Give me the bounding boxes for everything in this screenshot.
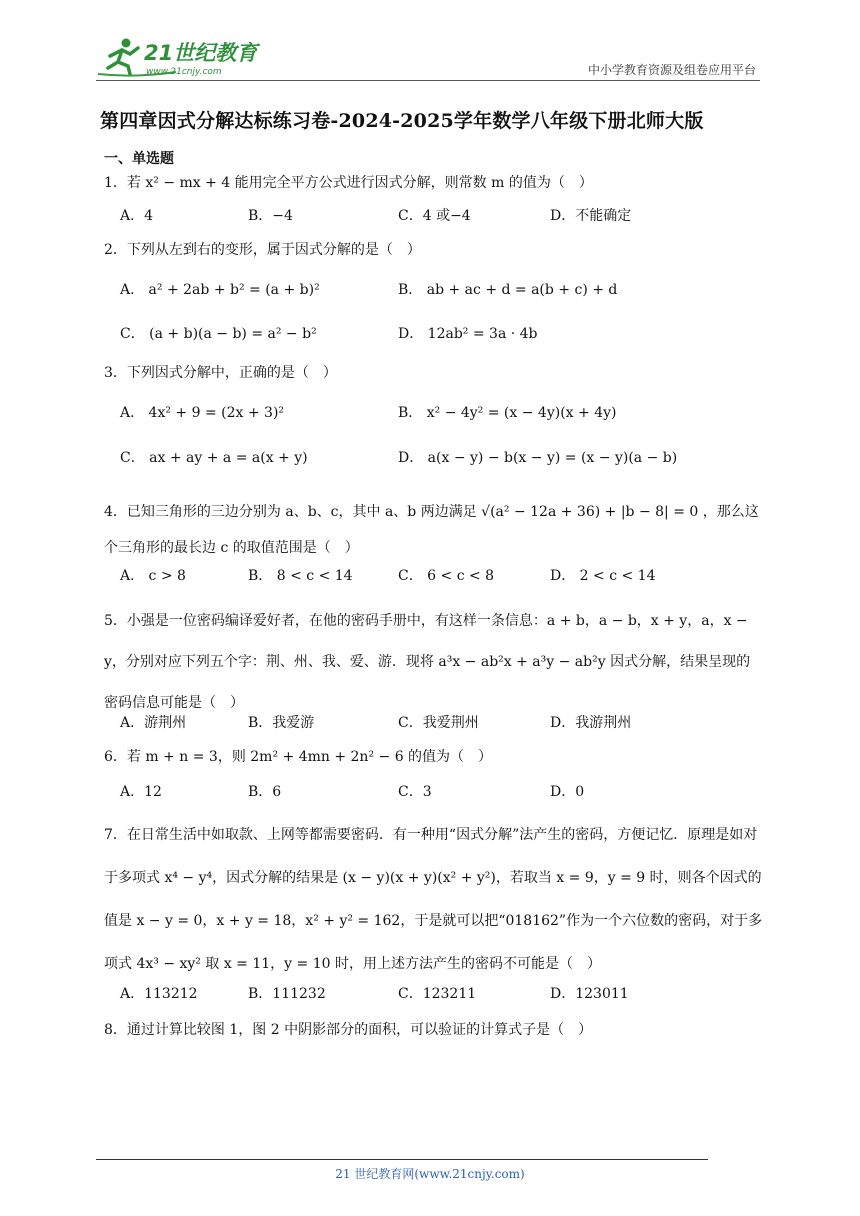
- footer-link[interactable]: 21 世纪教育网(www.21cnjy.com): [335, 1167, 525, 1181]
- question-5-stem: 5．小强是一位密码编译爱好者，在他的密码手册中，有这样一条信息：a + b，a − b，x + y，a，x − y，分别对应下列五个字：荆、州、我、爱、游．现将 a³x − ab²x + a³y − ab²y 因式分解，结果呈现的密码信息可能是（ ）: [104, 613, 751, 711]
- q7-option-c: C．123211: [398, 986, 477, 1002]
- svg-text:www.21cnjy.com: www.21cnjy.com: [146, 67, 222, 77]
- q6-option-c: C．3: [398, 784, 432, 800]
- q5-option-d: D．我游荆州: [550, 715, 632, 731]
- question-8-stem: 8．通过计算比较图 1，图 2 中阴影部分的面积，可以验证的计算式子是（ ）: [104, 1022, 593, 1038]
- q7-option-d: D．123011: [550, 986, 629, 1002]
- question-2-stem: 2．下列从左到右的变形，属于因式分解的是（ ）: [104, 242, 421, 258]
- q4-option-b: B． 8 < c < 14: [248, 568, 353, 584]
- q6-option-b: B．6: [248, 784, 282, 800]
- question-1-stem: 1．若 x² − mx + 4 能用完全平方公式进行因式分解，则常数 m 的值为（ ）: [104, 175, 593, 191]
- page-title: 第四章因式分解达标练习卷-2024-2025学年数学八年级下册北师大版: [100, 110, 704, 132]
- q7-option-a: A．113212: [120, 986, 198, 1002]
- section-heading: 一、单选题: [104, 151, 174, 167]
- q5-option-a: A．游荆州: [120, 715, 187, 731]
- page-header: [96, 34, 760, 80]
- logo: [96, 34, 266, 78]
- q2-option-a: A． a² + 2ab + b² = (a + b)²: [120, 282, 320, 298]
- q1-option-d: D．不能确定: [550, 208, 632, 224]
- q1-option-c: C．4 或−4: [398, 208, 471, 224]
- question-3-stem: 3．下列因式分解中，正确的是（ ）: [104, 365, 337, 381]
- q5-option-b: B．我爱游: [248, 715, 315, 731]
- q2-option-c: C． (a + b)(a − b) = a² − b²: [120, 326, 317, 342]
- q3-option-a: A． 4x² + 9 = (2x + 3)²: [120, 405, 285, 421]
- question-7-stem: 7．在日常生活中如取款、上网等都需要密码．有一种用“因式分解”法产生的密码，方便记忆．原理是如对于多项式 x⁴ − y⁴，因式分解的结果是 (x − y)(x + y)(x² + y²)，若取当 x = 9，y = 9 时，则各个因式的值是 x − y = 0，x + y = 18，x² + y² = 162，于是就可以把“018162”作为一个六位数的密码，对于多项式 4x³ − xy² 取 x = 11，y = 10 时，用上述方法产生的密码不可能是（ ）: [104, 827, 763, 972]
- q4-option-c: C． 6 < c < 8: [398, 568, 495, 584]
- q6-option-a: A．12: [120, 784, 162, 800]
- q5-option-c: C．我爱荆州: [398, 715, 479, 731]
- svg-text:21世纪教育: 21世纪教育: [144, 41, 258, 65]
- q2-option-d: D． 12ab² = 3a · 4b: [398, 326, 538, 342]
- question-4-stem: 4．已知三角形的三边分别为 a、b、c，其中 a、b 两边满足 √(a² − 12a + 36) + |b − 8| = 0 ，那么这个三角形的最长边 c 的取值范围是（ ）: [104, 504, 759, 556]
- q3-option-b: B． x² − 4y² = (x − 4y)(x + 4y): [398, 405, 617, 421]
- header-divider: [96, 80, 760, 81]
- footer-divider: [96, 1159, 708, 1160]
- q7-option-b: B．111232: [248, 986, 326, 1002]
- q4-option-d: D． 2 < c < 14: [550, 568, 656, 584]
- q3-option-c: C． ax + ay + a = a(x + y): [120, 450, 308, 466]
- q3-option-d: D． a(x − y) − b(x − y) = (x − y)(a − b): [398, 450, 678, 466]
- header-platform-text: 中小学教育资源及组卷应用平台: [587, 63, 756, 77]
- q1-option-b: B．−4: [248, 208, 293, 224]
- q2-option-b: B． ab + ac + d = a(b + c) + d: [398, 282, 618, 298]
- question-6-stem: 6．若 m + n = 3，则 2m² + 4mn + 2n² − 6 的值为（ ）: [104, 749, 493, 765]
- q1-option-a: A．4: [120, 208, 154, 224]
- q6-option-d: D．0: [550, 784, 585, 800]
- q4-option-a: A． c > 8: [120, 568, 186, 584]
